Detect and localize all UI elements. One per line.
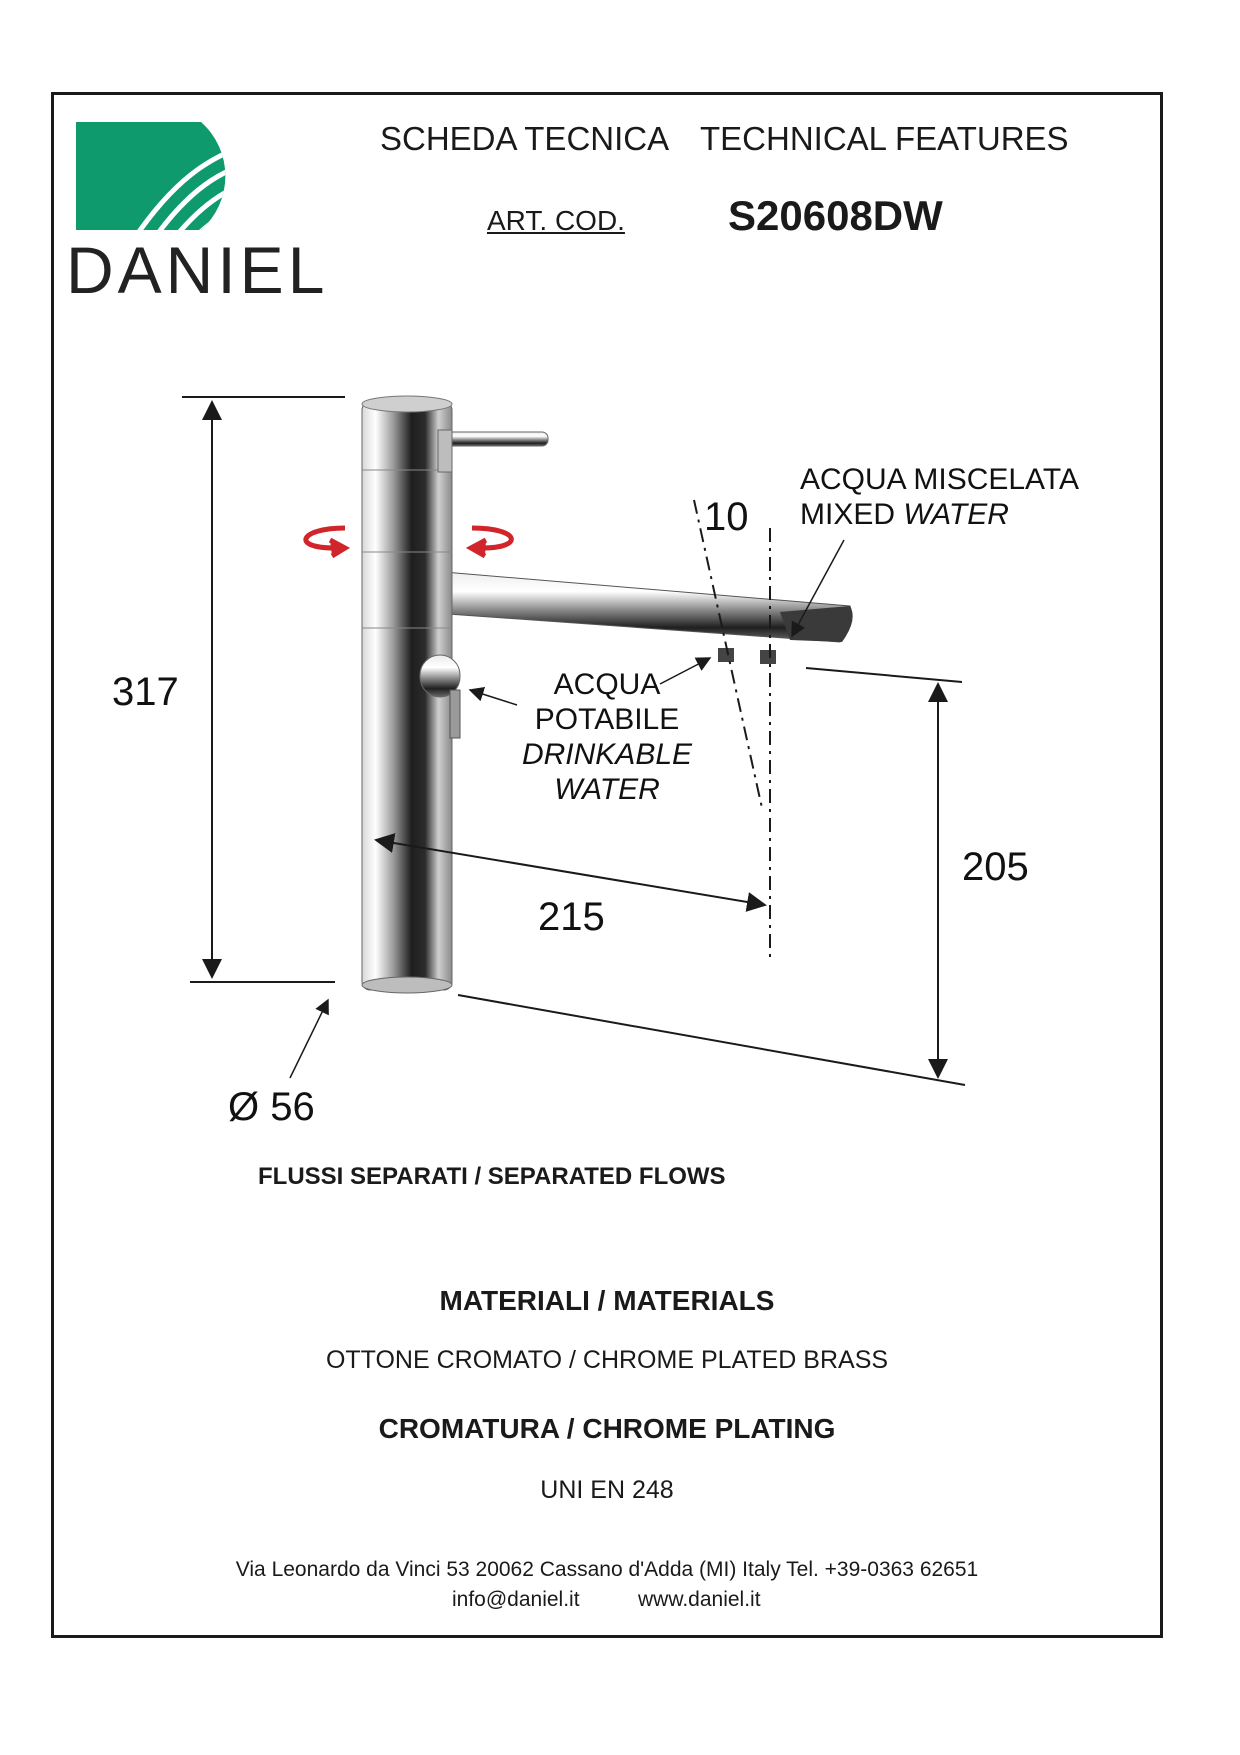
rotation-arrow-right-icon (471, 528, 511, 556)
callout-mixed-water (800, 462, 1079, 532)
dimension-label-angle-10: 10 (704, 495, 749, 539)
rotation-arrow-left-icon (306, 528, 345, 556)
callout-potable-it-1: ACQUA (553, 668, 661, 701)
materials-value: OTTONE CROMATO / CHROME PLATED BRASS (325, 1346, 889, 1374)
dimension-label-215: 215 (538, 895, 605, 939)
faucet-spout (420, 570, 853, 664)
plating-heading: CROMATURA / CHROME PLATING (378, 1413, 836, 1444)
plating-value: UNI EN 248 (540, 1476, 674, 1504)
callout-drinkable-water (512, 667, 702, 807)
callout-mixed-en-prefix: MIXED (800, 498, 896, 531)
faucet-lever (438, 430, 548, 472)
materials-heading: MATERIALI / MATERIALS (439, 1285, 775, 1316)
callout-potable-it-2: POTABILE (534, 703, 680, 736)
title-italian: SCHEDA TECNICA (380, 120, 670, 157)
title-english: TECHNICAL FEATURES (700, 120, 1069, 157)
dimension-angle-10 (694, 500, 762, 808)
art-cod-label: ART. COD. (487, 205, 625, 236)
callout-potable-en-2: WATER (554, 773, 660, 806)
dimension-label-317: 317 (112, 670, 179, 714)
footer-website[interactable]: www.daniel.it (638, 1588, 761, 1611)
article-code: S20608DW (728, 192, 943, 239)
separated-flows-note: FLUSSI SEPARATI / SEPARATED FLOWS (258, 1163, 726, 1190)
brand-wordmark: DANIEL (66, 233, 329, 307)
dimension-label-205: 205 (962, 845, 1029, 889)
dimension-label-diameter: Ø 56 (228, 1085, 315, 1129)
callout-potable-en-1: DRINKABLE (521, 738, 693, 771)
callout-mixed-en (800, 497, 1079, 532)
footer-email[interactable]: info@daniel.it (452, 1588, 580, 1611)
callout-mixed-en-italic: WATER (903, 498, 1009, 531)
footer-address: Via Leonardo da Vinci 53 20062 Cassano d'Adda (MI) Italy Tel. +39-0363 62651 (235, 1558, 979, 1581)
dimension-height-317 (182, 397, 345, 982)
callout-mixed-it: ACQUA MISCELATA (800, 463, 1079, 496)
